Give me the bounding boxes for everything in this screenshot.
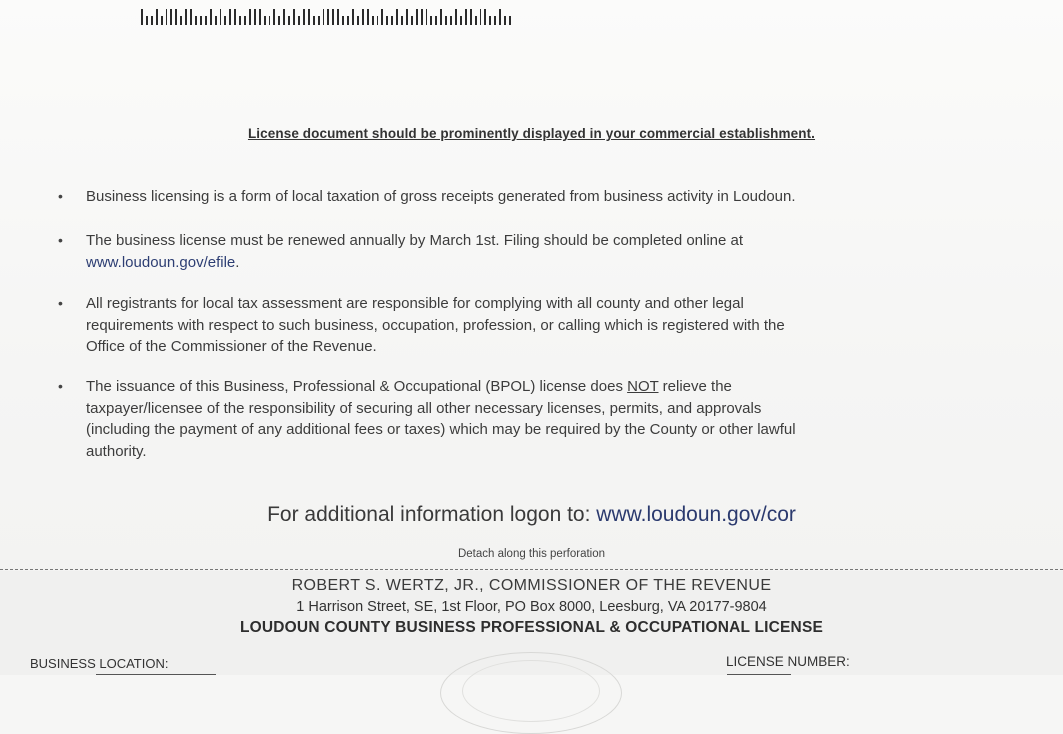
barcode-bar xyxy=(362,9,364,25)
county-seal-inner-ring xyxy=(462,660,600,722)
barcode-bar xyxy=(254,9,256,25)
barcode-bar xyxy=(386,16,388,25)
barcode-bar xyxy=(293,9,295,25)
compliance-line-1: All registrants for local tax assessment are responsible for complying with all county and other legal xyxy=(86,295,744,312)
renewal-text: The business license must be renewed annually by March 1st. Filing should be completed online at xyxy=(86,232,744,249)
barcode-bar xyxy=(308,9,310,25)
bullet-marker: • xyxy=(58,232,63,248)
detach-instruction: Detach along this perforation xyxy=(457,548,606,560)
barcode-bar xyxy=(352,9,354,25)
barcode-bar xyxy=(244,16,246,25)
renewal-trail: . xyxy=(235,253,240,271)
barcode-bar xyxy=(269,16,271,25)
barcode-bar xyxy=(484,9,486,25)
barcode-bar xyxy=(166,9,168,25)
issuance-not: NOT xyxy=(627,378,659,395)
barcode-bar xyxy=(406,9,408,25)
barcode-bar xyxy=(367,9,369,25)
bullet-marker: • xyxy=(58,378,63,394)
barcode-bar xyxy=(200,16,202,25)
barcode-bar xyxy=(249,9,251,25)
barcode-bar xyxy=(224,16,226,25)
license-number-label: LICENSE NUMBER: xyxy=(726,654,850,669)
bullet-text xyxy=(86,376,936,462)
barcode-bar xyxy=(377,16,379,25)
barcode-bar xyxy=(170,9,172,25)
barcode-bar xyxy=(499,9,501,25)
barcode-bar xyxy=(205,16,207,25)
barcode-bar xyxy=(185,9,187,25)
barcode-bar xyxy=(445,16,447,25)
barcode-bar xyxy=(426,9,428,25)
bullet-text: Business licensing is a form of local taxation of gross receipts generated from business activity in Loudoun. xyxy=(86,188,796,205)
barcode-bar xyxy=(234,9,236,25)
more-info-line xyxy=(0,503,1063,527)
barcode-bar xyxy=(509,16,511,25)
issuance-line-3: (including the payment of any additional fees or taxes) which may be required by the County or other lawful xyxy=(86,421,796,438)
barcode-bar xyxy=(435,16,437,25)
barcode-bar xyxy=(313,16,315,25)
barcode-bar xyxy=(259,9,261,25)
barcode-bar xyxy=(372,16,374,25)
barcode-bar xyxy=(475,16,477,25)
barcode-bar xyxy=(239,16,241,25)
barcode-bar xyxy=(337,9,339,25)
postal-barcode xyxy=(141,7,511,25)
barcode-bar xyxy=(318,16,320,25)
barcode-bar xyxy=(494,16,496,25)
barcode-bar xyxy=(396,9,398,25)
barcode-bar xyxy=(411,16,413,25)
barcode-bar xyxy=(273,9,275,25)
barcode-bar xyxy=(489,16,491,25)
barcode-bar xyxy=(470,9,472,25)
barcode-bar xyxy=(401,16,403,25)
issuance-pre: The issuance of this Business, Professional & Occupational (BPOL) license does xyxy=(86,378,628,395)
barcode-bar xyxy=(440,9,442,25)
office-address: 1 Harrison Street, SE, 1st Floor, PO Box 8000, Leesburg, VA 20177-9804 xyxy=(296,599,767,615)
compliance-line-3: Office of the Commissioner of the Revenue. xyxy=(86,338,377,355)
barcode-bar xyxy=(430,16,432,25)
barcode-bar xyxy=(215,16,217,25)
barcode-bar xyxy=(151,16,153,25)
barcode-bar xyxy=(480,9,482,25)
barcode-bar xyxy=(210,9,212,25)
barcode-bar xyxy=(141,9,143,25)
barcode-bar xyxy=(146,16,148,25)
barcode-bar xyxy=(288,16,290,25)
barcode-bar xyxy=(180,16,182,25)
barcode-bar xyxy=(416,9,418,25)
barcode-bar xyxy=(347,16,349,25)
barcode-bar xyxy=(381,9,383,25)
barcode-bar xyxy=(283,9,285,25)
license-title: LOUDOUN COUNTY BUSINESS PROFESSIONAL & OCCUPATIONAL LICENSE xyxy=(239,619,824,636)
issuance-line-2: taxpayer/licensee of the responsibility of securing all other necessary licenses, permits, and approvals xyxy=(86,399,762,417)
more-info-text: For additional information logon to: xyxy=(267,503,597,526)
issuance-post: relieve the xyxy=(658,378,732,395)
display-notice: License document should be prominently displayed in your commercial establishment. xyxy=(247,126,816,141)
barcode-bar xyxy=(161,16,163,25)
perforation-line xyxy=(0,569,1063,570)
barcode-bar xyxy=(264,16,266,25)
barcode-bar xyxy=(190,9,192,25)
issuance-line-4: authority. xyxy=(86,442,147,460)
barcode-bar xyxy=(303,9,305,25)
barcode-bar xyxy=(342,16,344,25)
business-location-label: BUSINESS LOCATION: xyxy=(30,656,169,671)
barcode-bar xyxy=(391,16,393,25)
barcode-bar xyxy=(327,9,329,25)
barcode-bar xyxy=(175,9,177,25)
barcode-bar xyxy=(229,9,231,25)
barcode-bar xyxy=(298,16,300,25)
compliance-line-2: requirements with respect to such business, occupation, profession, or calling which is registered with the xyxy=(86,316,785,334)
bullet-text xyxy=(86,230,936,273)
barcode-bar xyxy=(220,9,222,25)
barcode-bar xyxy=(357,16,359,25)
bullet-text xyxy=(86,293,936,358)
barcode-bar xyxy=(455,9,457,25)
barcode-bar xyxy=(195,16,197,25)
barcode-bar xyxy=(156,9,158,25)
cor-link[interactable]: www.loudoun.gov/cor xyxy=(596,503,796,526)
bullet-marker: • xyxy=(58,188,63,204)
barcode-bar xyxy=(421,9,423,25)
barcode-bar xyxy=(504,16,506,25)
barcode-bar xyxy=(278,16,280,25)
barcode-bar xyxy=(450,16,452,25)
bullet-marker: • xyxy=(58,295,63,311)
barcode-bar xyxy=(465,9,467,25)
commissioner-name: ROBERT S. WERTZ, JR., COMMISSIONER OF THE REVENUE xyxy=(291,577,772,594)
barcode-bar xyxy=(460,16,462,25)
barcode-bar xyxy=(323,9,325,25)
efile-link[interactable]: www.loudoun.gov/efile xyxy=(86,253,236,271)
barcode-bar xyxy=(332,9,334,25)
